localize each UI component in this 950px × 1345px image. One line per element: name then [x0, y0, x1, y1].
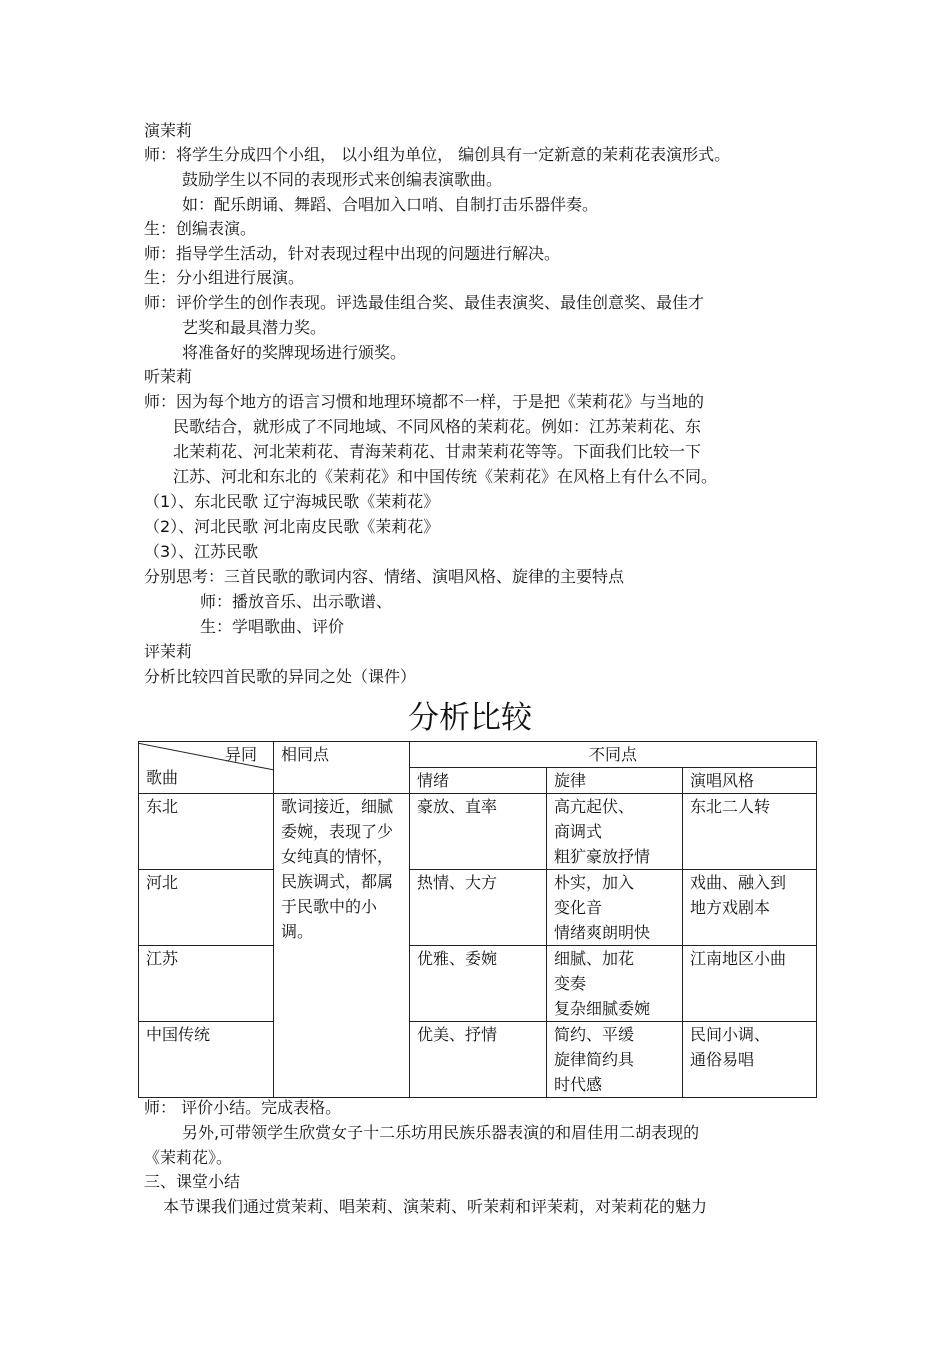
cell-song: 河北 — [139, 870, 274, 946]
paragraph-line: 北茉莉花、河北茉莉花、青海茉莉花、甘肃茉莉花等等。下面我们比较一下 — [173, 442, 702, 461]
paragraph-line: 江苏、河北和东北的《茉莉花》和中国传统《茉莉花》在风格上有什么不同。 — [173, 467, 718, 486]
section-heading-listen: 听茉莉 — [144, 367, 193, 386]
paragraph-line: 艺奖和最具潜力奖。 — [182, 318, 327, 337]
diagonal-header-cell — [139, 742, 274, 794]
cell-mood: 优美、抒情 — [410, 1022, 547, 1098]
cell-mood: 优雅、委婉 — [410, 946, 547, 1022]
paragraph-line: 民歌结合，就形成了不同地域、不同风格的茉莉花。例如：江苏茉莉花、东 — [173, 417, 702, 436]
cell-melody: 简约、平缓 旋律简约具 时代感 — [547, 1022, 683, 1098]
paragraph-line: 师： 评价小结。完成表格。 — [144, 1098, 342, 1117]
table-row — [139, 794, 817, 870]
header-song: 歌曲 — [146, 768, 179, 787]
paragraph-line: 本节课我们通过赏茉莉、唱茉莉、演茉莉、听茉莉和评茉莉，对茉莉花的魅力 — [163, 1197, 708, 1216]
section-heading-summary: 三、课堂小结 — [144, 1172, 241, 1191]
paragraph-line: 分析比较四首民歌的异同之处（课件） — [144, 667, 417, 686]
paragraph-line: 鼓励学生以不同的表现形式来创编表演歌曲。 — [182, 170, 503, 189]
comparison-table — [138, 741, 817, 1098]
paragraph-line: 生：创编表演。 — [144, 219, 257, 238]
paragraph-line: 师：将学生分成四个小组， 以小组为单位， 编创具有一定新意的茉莉花表演形式。 — [144, 145, 731, 164]
section-heading-perform: 演茉莉 — [144, 121, 193, 140]
paragraph-line: 将准备好的奖牌现场进行颁奖。 — [182, 343, 407, 362]
header-style: 演唱风格 — [683, 768, 817, 794]
list-item: （3）、江苏民歌 — [144, 542, 259, 561]
paragraph-line: 师：指导学生活动，针对表现过程中出现的问题进行解决。 — [144, 244, 561, 263]
table-row — [139, 1022, 817, 1098]
list-item: （1）、东北民歌 辽宁海城民歌《茉莉花》 — [144, 492, 440, 511]
cell-style: 戏曲、融入到 地方戏剧本 — [683, 870, 817, 946]
cell-mood: 豪放、直率 — [410, 794, 547, 870]
table-row — [139, 870, 817, 946]
header-same: 相同点 — [274, 742, 410, 794]
cell-song: 东北 — [139, 794, 274, 870]
paragraph-line: 生：学唱歌曲、评价 — [200, 617, 345, 636]
cell-style: 江南地区小曲 — [683, 946, 817, 1022]
cell-style: 东北二人转 — [683, 794, 817, 870]
paragraph-line: 分别思考：三首民歌的歌词内容、情绪、演唱风格、旋律的主要特点 — [144, 567, 625, 586]
cell-melody: 细腻、加花 变奏 复杂细腻委婉 — [547, 946, 683, 1022]
cell-melody: 朴实，加入 变化音 情绪爽朗明快 — [547, 870, 683, 946]
cell-style: 民间小调、 通俗易唱 — [683, 1022, 817, 1098]
paragraph-line: 如：配乐朗诵、舞蹈、合唱加入口哨、自制打击乐器伴奏。 — [182, 195, 599, 214]
table-row — [139, 946, 817, 1022]
table-title: 分析比较 — [408, 700, 532, 736]
paragraph-line: 师：因为每个地方的语言习惯和地理环境都不一样，于是把《茉莉花》与当地的 — [144, 392, 705, 411]
header-diff-same: 异同 — [224, 745, 257, 764]
paragraph-line: 师：评价学生的创作表现。评选最佳组合奖、最佳表演奖、最佳创意奖、最佳才 — [144, 293, 705, 312]
header-mood: 情绪 — [410, 768, 547, 794]
paragraph-line: 另外,可带领学生欣赏女子十二乐坊用民族乐器表演的和眉佳用二胡表现的 — [182, 1123, 700, 1142]
list-item: （2）、河北民歌 河北南皮民歌《茉莉花》 — [144, 517, 440, 536]
cell-mood: 热情、大方 — [410, 870, 547, 946]
header-diff: 不同点 — [410, 742, 817, 768]
cell-melody: 高亢起伏、 商调式 粗犷豪放抒情 — [547, 794, 683, 870]
paragraph-line: 师：播放音乐、出示歌谱、 — [200, 592, 393, 611]
cell-song: 中国传统 — [139, 1022, 274, 1098]
paragraph-line: 生：分小组进行展演。 — [144, 268, 305, 287]
cell-song: 江苏 — [139, 946, 274, 1022]
cell-same: 歌词接近，细腻委婉，表现了少女纯真的情怀，民族调式，都属于民歌中的小调。 — [274, 794, 410, 1098]
header-melody: 旋律 — [547, 768, 683, 794]
section-heading-evaluate: 评茉莉 — [144, 642, 193, 661]
paragraph-line: 《茉莉花》。 — [144, 1148, 233, 1167]
